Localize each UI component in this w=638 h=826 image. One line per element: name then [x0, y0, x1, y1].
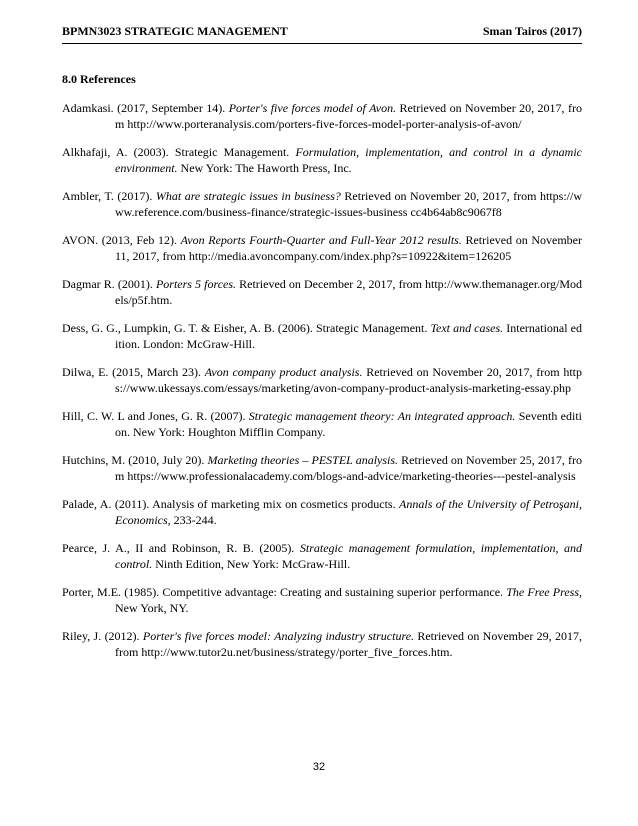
reference-lead: Dagmar R. (2001).	[62, 277, 156, 291]
reference-title: Formulation, implementation, and control in a dynamic environment.	[115, 145, 582, 175]
reference-lead: Pearce, J. A., II and Robinson, R. B. (2005).	[62, 541, 300, 555]
reference-lead: Ambler, T. (2017).	[62, 189, 156, 203]
reference-rest: Retrieved on November 20, 2017, from https://www.reference.com/business-finance/strategic-issues-business cc4b64ab8c9067f8	[115, 189, 582, 219]
reference-lead: Dess, G. G., Lumpkin, G. T. & Eisher, A. B. (2006). Strategic Management.	[62, 321, 431, 335]
reference-title: What are strategic issues in business?	[155, 189, 341, 203]
reference-rest: Retrieved on November 20, 2017, from https://www.ukessays.com/essays/marketing/avon-company-product-analysis-marketing-essay.php	[115, 365, 583, 395]
reference-entry	[62, 100, 582, 132]
reference-entry	[62, 540, 582, 572]
reference-title: Annals of the University of Petroşani, Economics,	[115, 497, 582, 527]
reference-list	[62, 100, 582, 672]
reference-entry	[62, 144, 582, 176]
reference-entry	[62, 496, 582, 528]
reference-rest: 233-244.	[170, 513, 217, 527]
reference-entry	[62, 584, 582, 616]
reference-title: Porters 5 forces.	[155, 277, 237, 291]
reference-rest: Retrieved on November 11, 2017, from http://media.avoncompany.com/index.php?s=10922&item=126205	[115, 233, 583, 263]
reference-rest: New York, NY.	[115, 601, 189, 615]
reference-title: Strategic management theory: An integrated approach.	[248, 409, 516, 423]
reference-rest: Ninth Edition, New York: McGraw-Hill.	[152, 557, 351, 571]
reference-title: The Free Press,	[506, 585, 582, 599]
reference-lead: Hutchins, M. (2010, July 20).	[62, 453, 208, 467]
reference-rest: Retrieved on December 2, 2017, from http://www.themanager.org/Models/p5f.htm.	[115, 277, 582, 307]
reference-entry	[62, 628, 582, 660]
reference-title: Strategic management formulation, implementation, and control.	[115, 541, 582, 571]
header-course: BPMN3023 STRATEGIC MANAGEMENT	[62, 24, 288, 38]
reference-entry	[62, 452, 582, 484]
reference-rest: Retrieved on November 29, 2017, from http://www.tutor2u.net/business/strategy/porter_five_forces.htm.	[115, 629, 582, 659]
reference-title: Porter's five forces model of Avon.	[228, 101, 397, 115]
reference-lead: Riley, J. (2012).	[62, 629, 143, 643]
reference-rest: Retrieved on November 25, 2017, from https://www.professionalacademy.com/blogs-and-advice/marketing-theories---pestel-analysis	[115, 453, 582, 483]
reference-lead: Palade, A. (2011). Analysis of marketing mix on cosmetics products.	[62, 497, 400, 511]
reference-entry	[62, 364, 582, 396]
header-author-year: Sman Tairos (2017)	[482, 24, 582, 38]
reference-entry	[62, 276, 582, 308]
reference-entry	[62, 232, 582, 264]
reference-lead: Alkhafaji, A. (2003). Strategic Management.	[62, 145, 296, 159]
reference-title: Text and cases.	[430, 321, 504, 335]
reference-entry	[62, 188, 582, 220]
reference-rest: International edition. London: McGraw-Hill.	[115, 321, 582, 351]
reference-lead: AVON. (2013, Feb 12).	[62, 233, 181, 247]
reference-lead: Hill, C. W. L and Jones, G. R. (2007).	[62, 409, 249, 423]
section-title: 8.0 References	[62, 72, 136, 86]
page-number: 32	[312, 761, 326, 773]
reference-title: Avon company product analysis.	[204, 365, 363, 379]
reference-rest: New York: The Haworth Press, Inc.	[177, 161, 352, 175]
reference-rest: Retrieved on November 20, 2017, from http://www.porteranalysis.com/porters-five-forces-model-porter-analysis-of-avon/	[115, 101, 582, 131]
reference-rest: Seventh edition. New York: Houghton Mifflin Company.	[115, 409, 582, 439]
reference-title: Avon Reports Fourth-Quarter and Full-Year 2012 results.	[180, 233, 462, 247]
reference-lead: Porter, M.E. (1985). Competitive advantage: Creating and sustaining superior performance.	[62, 585, 507, 599]
reference-entry	[62, 408, 582, 440]
reference-lead: Adamkasi. (2017, September 14).	[62, 101, 229, 115]
reference-lead: Dilwa, E. (2015, March 23).	[62, 365, 205, 379]
reference-title: Porter's five forces model: Analyzing industry structure.	[142, 629, 415, 643]
header-rule	[62, 43, 582, 44]
reference-entry	[62, 320, 582, 352]
reference-title: Marketing theories – PESTEL analysis.	[207, 453, 399, 467]
